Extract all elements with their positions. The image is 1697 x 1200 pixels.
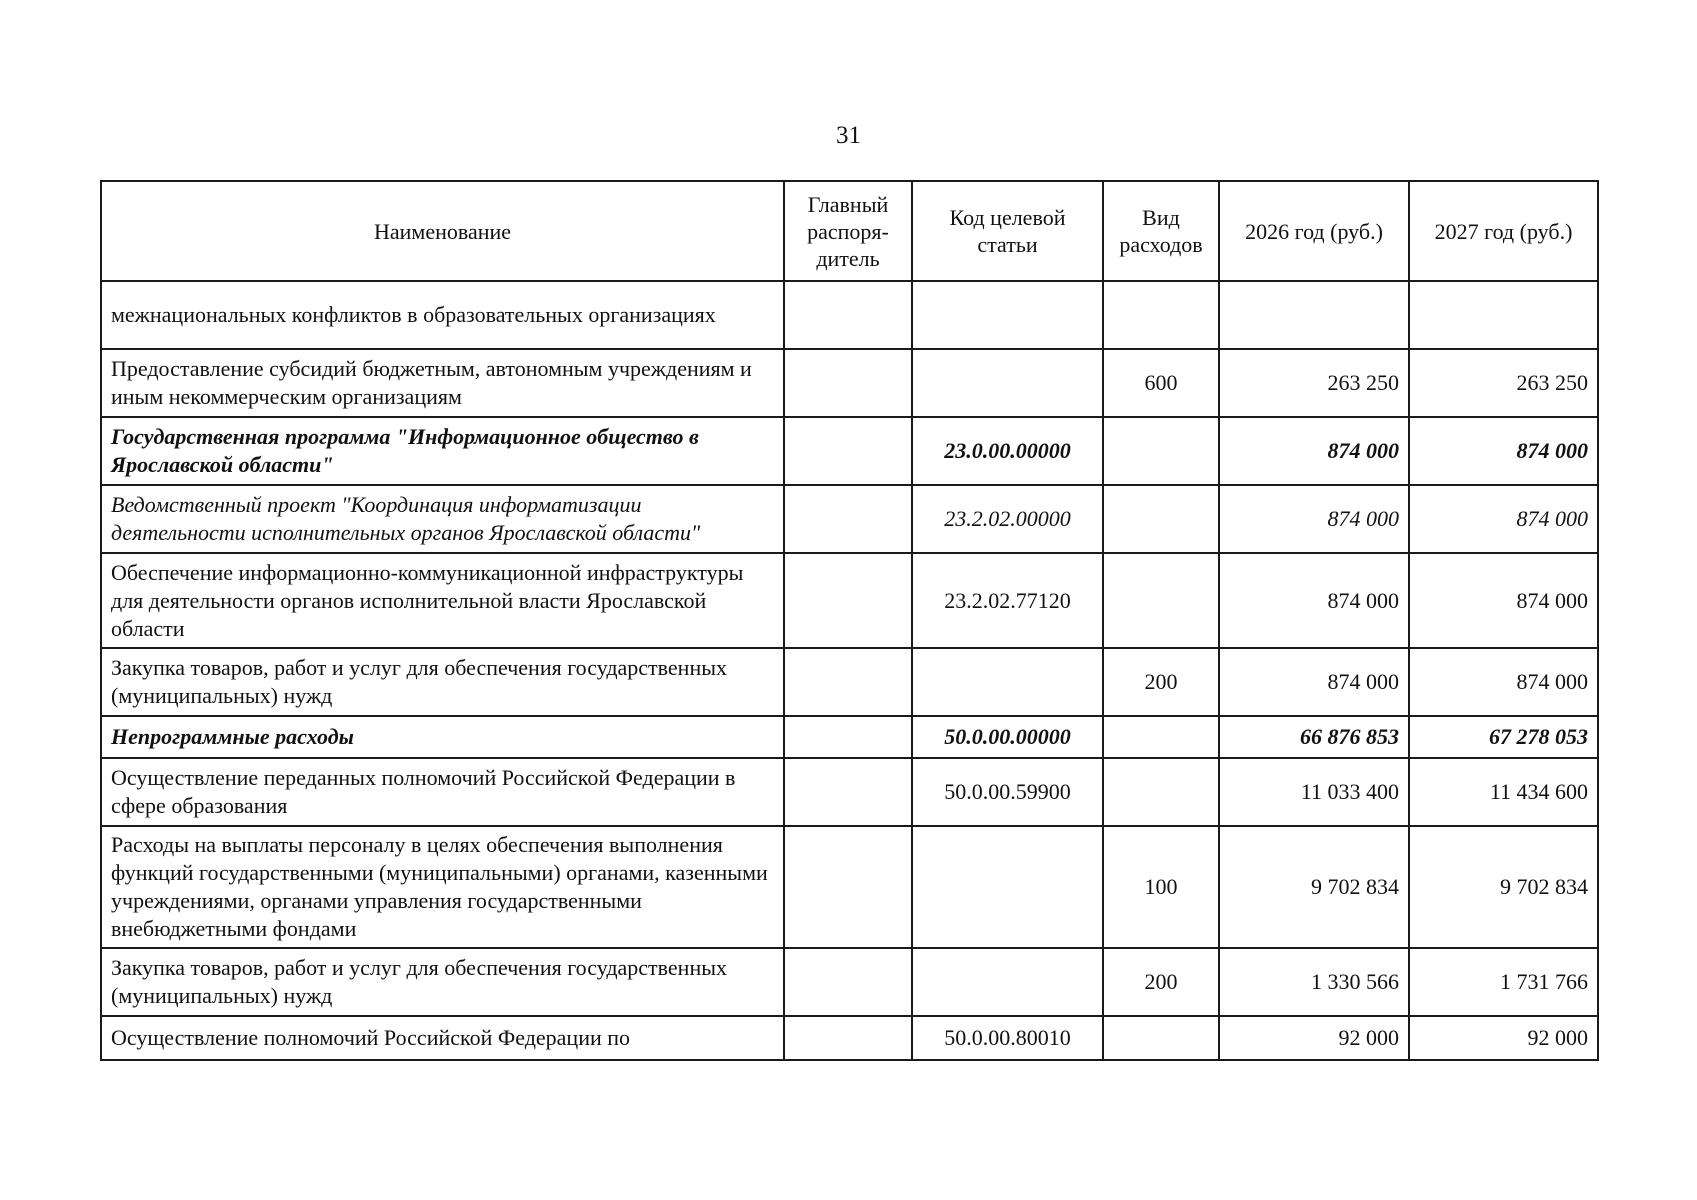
- row-name: Обеспечение информационно-коммуникационной инфраструктуры для деятельности органов исполнительной власти Ярославской области: [101, 553, 784, 648]
- row-2027: 9 702 834: [1409, 826, 1598, 948]
- table-row: [101, 826, 1598, 948]
- row-code: 23.0.00.00000: [912, 417, 1103, 485]
- row-2027: 92 000: [1409, 1016, 1598, 1060]
- table-row: [101, 948, 1598, 1016]
- row-glav: [784, 553, 912, 648]
- table-row: [101, 553, 1598, 648]
- row-2026: 1 330 566: [1219, 948, 1409, 1016]
- row-2027: 67 278 053: [1409, 716, 1598, 758]
- row-2027: [1409, 281, 1598, 349]
- row-2026: 263 250: [1219, 349, 1409, 417]
- row-name: Осуществление полномочий Российской Федерации по: [101, 1016, 784, 1060]
- row-name: Государственная программа "Информационное общество в Ярославской области": [101, 417, 784, 485]
- row-code: [912, 948, 1103, 1016]
- row-2026: 874 000: [1219, 553, 1409, 648]
- table-row: [101, 1016, 1598, 1060]
- row-glav: [784, 948, 912, 1016]
- row-code: 23.2.02.77120: [912, 553, 1103, 648]
- row-code: [912, 349, 1103, 417]
- row-2027: 874 000: [1409, 553, 1598, 648]
- row-glav: [784, 826, 912, 948]
- row-vid: [1103, 1016, 1219, 1060]
- header-2027: 2027 год (руб.): [1409, 181, 1598, 281]
- page-number: 31: [836, 122, 861, 149]
- row-name: Ведомственный проект "Координация информатизации деятельности исполнительных органов Ярославской области": [101, 485, 784, 553]
- row-2027: 874 000: [1409, 485, 1598, 553]
- row-glav: [784, 1016, 912, 1060]
- row-name: Расходы на выплаты персоналу в целях обеспечения выполнения функций государственными (муниципальными) органами, казенными учреждениями, органами управления государственными внебюджетными фондами: [101, 826, 784, 948]
- header-vid: Вид расходов: [1103, 181, 1219, 281]
- row-2026: [1219, 281, 1409, 349]
- row-vid: 100: [1103, 826, 1219, 948]
- row-2027: 263 250: [1409, 349, 1598, 417]
- table-row-project: [101, 485, 1598, 553]
- row-2026: 874 000: [1219, 485, 1409, 553]
- table-row: [101, 281, 1598, 349]
- row-glav: [784, 716, 912, 758]
- row-vid: 200: [1103, 648, 1219, 716]
- header-glav: Главный распоря-дитель: [784, 181, 912, 281]
- table-row-program: [101, 716, 1598, 758]
- row-glav: [784, 485, 912, 553]
- row-2027: 1 731 766: [1409, 948, 1598, 1016]
- row-code: 50.0.00.80010: [912, 1016, 1103, 1060]
- row-vid: [1103, 485, 1219, 553]
- row-2026: 874 000: [1219, 417, 1409, 485]
- row-glav: [784, 349, 912, 417]
- table-row: [101, 349, 1598, 417]
- row-code: [912, 648, 1103, 716]
- row-name: Закупка товаров, работ и услуг для обеспечения государственных (муниципальных) нужд: [101, 648, 784, 716]
- row-2026: 92 000: [1219, 1016, 1409, 1060]
- row-vid: [1103, 758, 1219, 826]
- row-vid: [1103, 553, 1219, 648]
- row-glav: [784, 648, 912, 716]
- row-vid: [1103, 281, 1219, 349]
- row-2026: 874 000: [1219, 648, 1409, 716]
- row-vid: [1103, 716, 1219, 758]
- row-2026: 66 876 853: [1219, 716, 1409, 758]
- row-name: Закупка товаров, работ и услуг для обеспечения государственных (муниципальных) нужд: [101, 948, 784, 1016]
- budget-table: [100, 180, 1599, 1061]
- row-vid: 600: [1103, 349, 1219, 417]
- row-glav: [784, 417, 912, 485]
- row-2026: 11 033 400: [1219, 758, 1409, 826]
- row-vid: [1103, 417, 1219, 485]
- row-code: [912, 826, 1103, 948]
- table-row: [101, 648, 1598, 716]
- row-code: 50.0.00.59900: [912, 758, 1103, 826]
- row-glav: [784, 281, 912, 349]
- row-glav: [784, 758, 912, 826]
- table-row-program: [101, 417, 1598, 485]
- header-name: Наименование: [101, 181, 784, 281]
- row-2027: 874 000: [1409, 417, 1598, 485]
- row-code: 50.0.00.00000: [912, 716, 1103, 758]
- header-2026: 2026 год (руб.): [1219, 181, 1409, 281]
- row-2026: 9 702 834: [1219, 826, 1409, 948]
- row-name: Предоставление субсидий бюджетным, автономным учреждениям и иным некоммерческим организациям: [101, 349, 784, 417]
- row-2027: 11 434 600: [1409, 758, 1598, 826]
- table-header-row: [101, 181, 1598, 281]
- row-code: [912, 281, 1103, 349]
- row-name: Непрограммные расходы: [101, 716, 784, 758]
- table-row: [101, 758, 1598, 826]
- row-2027: 874 000: [1409, 648, 1598, 716]
- row-name: межнациональных конфликтов в образовательных организациях: [101, 281, 784, 349]
- row-vid: 200: [1103, 948, 1219, 1016]
- row-name: Осуществление переданных полномочий Российской Федерации в сфере образования: [101, 758, 784, 826]
- row-code: 23.2.02.00000: [912, 485, 1103, 553]
- header-code: Код целевой статьи: [912, 181, 1103, 281]
